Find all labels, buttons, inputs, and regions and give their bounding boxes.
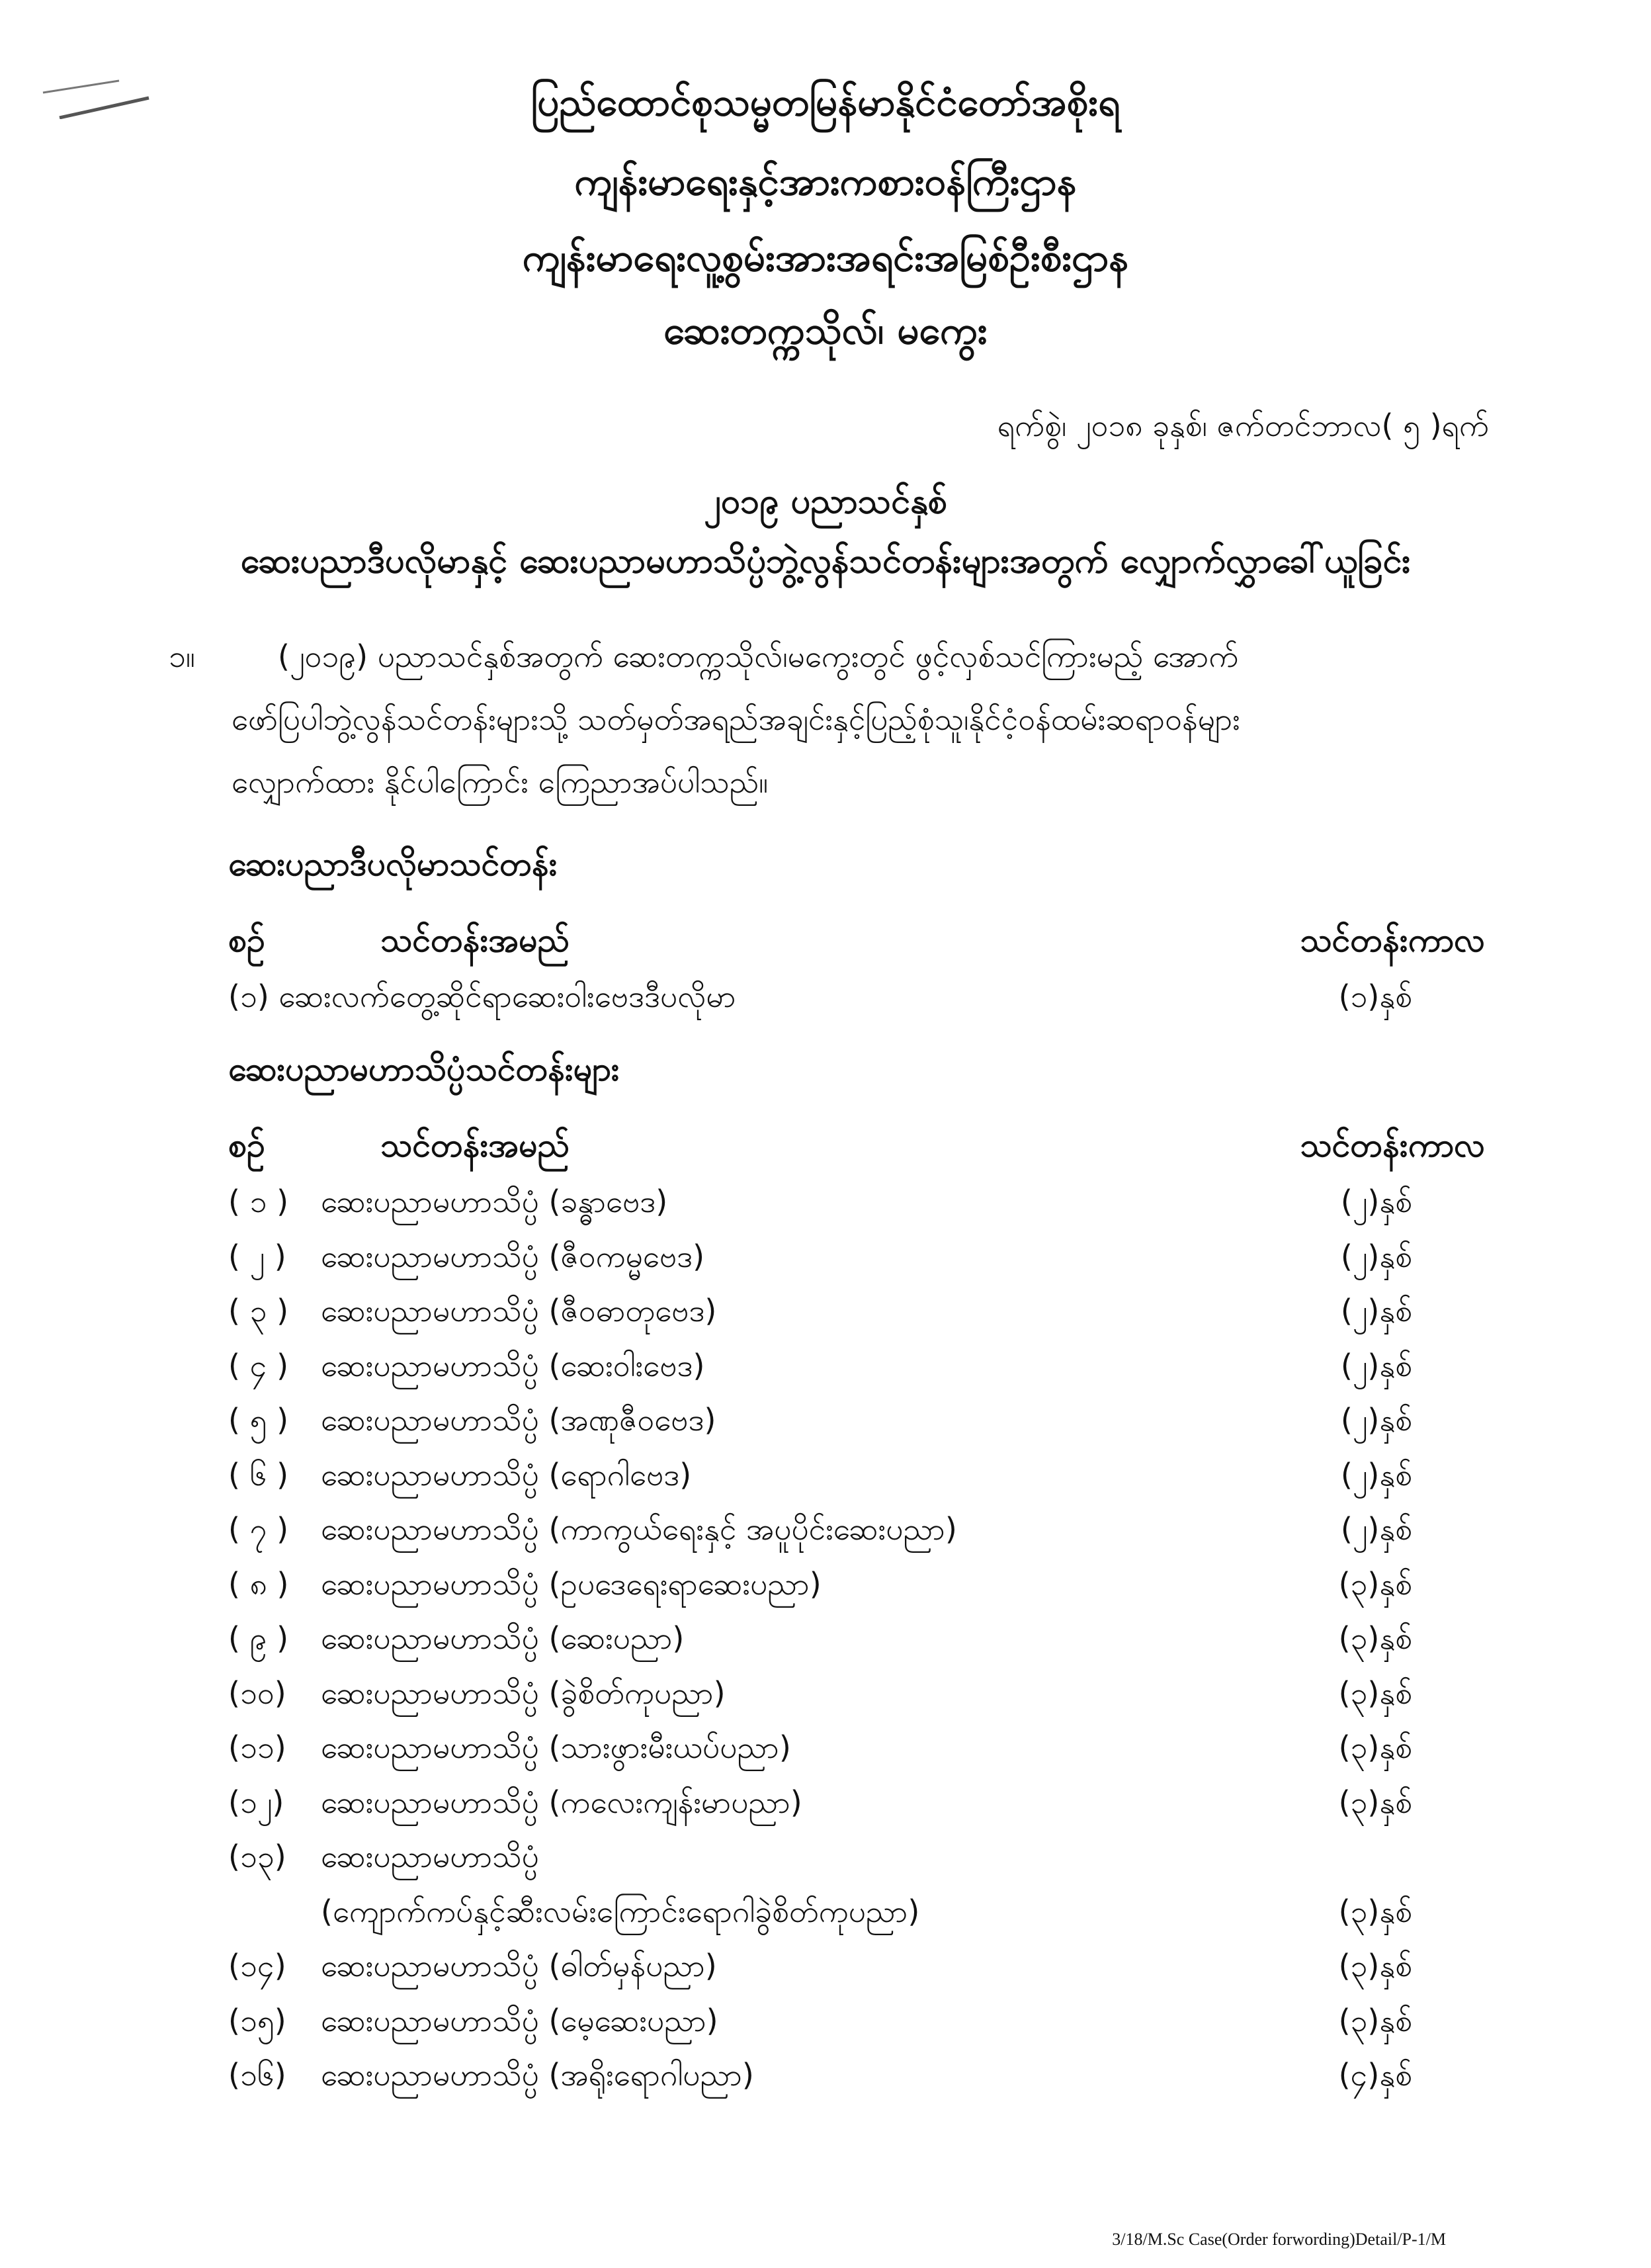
row-number: (၁၄): [228, 1948, 286, 1984]
course-duration: (၂)နှစ်: [1340, 1293, 1412, 1329]
table-row: [228, 1565, 1412, 1612]
course-name: ဆေးပညာမဟာသိပ္ပံ (သားဖွားမီးယပ်ပညာ): [321, 1729, 791, 1765]
table-row: [228, 1893, 1412, 1939]
course-duration: (၃)နှစ်: [1338, 1729, 1412, 1765]
course-name: ဆေးပညာမဟာသိပ္ပံ (ကလေးကျန်းမာပညာ): [321, 1784, 802, 1820]
table-row: [228, 1947, 1412, 1993]
table-row: [228, 1183, 1412, 1229]
document-subject: ဆေးပညာဒီပလိုမာနှင့် ဆေးပညာမဟာသိပ္ပံဘွဲ့လွန်သင်တန်းများအတွက် လျှောက်လွှာခေါ်ယူခြင်း: [240, 541, 1411, 581]
column-header-duration: သင်တန်းကာလ: [1300, 921, 1485, 959]
table-row: [228, 2002, 1412, 2048]
course-name: ဆေးပညာမဟာသိပ္ပံ (ဆေးပညာ): [321, 1620, 685, 1656]
master-section-title: ဆေးပညာမဟာသိပ္ပံသင်တန်းများ: [228, 1050, 620, 1088]
table-row: [228, 1729, 1412, 1775]
course-duration: (၃)နှစ်: [1338, 1948, 1412, 1984]
row-number: (၁၂): [228, 1784, 284, 1820]
course-duration: (၃)နှစ်: [1338, 1784, 1412, 1820]
column-header-no: စဉ်: [228, 921, 265, 959]
table-row: [228, 1238, 1412, 1284]
table-row: [228, 1292, 1412, 1338]
column-header-no: စဉ်: [228, 1126, 265, 1164]
row-number: ( ၄ ): [228, 1347, 289, 1383]
course-duration: (၃)နှစ်: [1338, 1675, 1412, 1711]
course-name: ဆေးပညာမဟာသိပ္ပံ (ခွဲစိတ်ကုပညာ): [321, 1675, 726, 1711]
academic-year: ၂၀၁၉ ပညာသင်နှစ်: [704, 482, 947, 521]
course-duration: (၂)နှစ်: [1340, 1347, 1412, 1383]
paragraph-line: လျှောက်ထား နိုင်ပါကြောင်း ကြေညာအပ်ပါသည်။: [232, 764, 769, 800]
header-government: ပြည်ထောင်စုသမ္မတမြန်မာနိုင်ငံတော်အစိုးရ: [530, 79, 1121, 124]
course-name: ဆေးပညာမဟာသိပ္ပံ (မေ့ဆေးပညာ): [321, 2002, 718, 2038]
course-name: ဆေးပညာမဟာသိပ္ပံ (ခန္ဓာဗေဒ): [321, 1184, 668, 1219]
course-duration: (၂)နှစ်: [1340, 1511, 1412, 1547]
course-name: ဆေးပညာမဟာသိပ္ပံ (အရိုးရောဂါပညာ): [321, 2057, 754, 2093]
table-row: [228, 1620, 1412, 1666]
row-number: (၁၁): [228, 1729, 286, 1765]
row-number: ( ၅ ): [228, 1402, 289, 1438]
document-date: ရက်စွဲ၊ ၂၀၁၈ ခုနှစ်၊ ဇက်တင်ဘာလ( ၅ )ရက်: [997, 408, 1489, 443]
row-number: (၁၅): [228, 2002, 286, 2038]
row-number: ( ၃ ): [228, 1293, 289, 1329]
row-number: ( ၈ ): [228, 1565, 289, 1602]
course-name: (ကျောက်ကပ်နှင့်ဆီးလမ်းကြောင်းရောဂါခွဲစိတ်ကုပညာ): [321, 1893, 920, 1929]
paragraph-line: (၂၀၁၉) ပညာသင်နှစ်အတွက် ဆေးတက္ကသိုလ်၊မကွေးတွင် ဖွင့်လှစ်သင်ကြားမည့် အောက်: [278, 638, 1239, 674]
column-header-duration: သင်တန်းကာလ: [1300, 1126, 1485, 1164]
table-row: [228, 1456, 1412, 1503]
course-duration: (၃)နှစ်: [1338, 1620, 1412, 1656]
course-name: ဆေးပညာမဟာသိပ္ပံ (ကာကွယ်ရေးနှင့် အပူပိုင်းဆေးပညာ): [321, 1511, 957, 1547]
course-name: ဆေးပညာမဟာသိပ္ပံ (ဥပဒေရေးရာဆေးပညာ): [321, 1565, 822, 1602]
header-department: ကျန်းမာရေးလူ့စွမ်းအားအရင်းအမြစ်ဦးစီးဌာန: [522, 235, 1129, 280]
document-reference: 3/18/M.Sc Case(Order forwording)Detail/P-1/M: [1112, 2230, 1446, 2249]
course-duration: (၃)နှစ်: [1338, 1565, 1412, 1602]
course-duration: (၂)နှစ်: [1340, 1456, 1412, 1493]
course-name: ဆေးပညာမဟာသိပ္ပံ (ရောဂါဗေဒ): [321, 1456, 692, 1493]
table-row: [228, 1675, 1412, 1721]
course-duration: (၄)နှစ်: [1338, 2057, 1412, 2093]
course-name: ဆေးပညာမဟာသိပ္ပံ (ဇီဝဓာတုဗေဒ): [321, 1293, 717, 1329]
paragraph-line: ဖော်ပြပါဘွဲ့လွန်သင်တန်းများသို့ သတ်မှတ်အရည်အချင်းနှင့်ပြည့်စုံသူ၊နိုင်ငံ့ဝန်ထမ်းဆရာဝန်များ: [232, 701, 1240, 737]
course-duration: (၂)နှစ်: [1340, 1184, 1412, 1219]
row-number: ( ၂ ): [228, 1238, 286, 1274]
row-number: ( ၇ ): [228, 1511, 289, 1547]
row-number: (၁၃): [228, 1839, 286, 1874]
column-header-name: သင်တန်းအမည်: [380, 921, 570, 959]
course-name: ဆေးပညာမဟာသိပ္ပံ (ဆေးဝါးဗေဒ): [321, 1347, 705, 1383]
course-duration: (၁)နှစ်: [1338, 979, 1412, 1014]
course-duration: (၂)နှစ်: [1340, 1402, 1412, 1438]
paragraph-number: ၁။: [169, 638, 195, 674]
course-duration: (၃)နှစ်: [1338, 1893, 1412, 1929]
course-name: ဆေးပညာမဟာသိပ္ပံ (အဏုဇီဝဗေဒ): [321, 1402, 716, 1438]
table-row: [228, 2056, 1412, 2103]
course-duration: (၂)နှစ်: [1340, 1238, 1412, 1274]
header-ministry: ကျန်းမာရေးနှင့်အားကစားဝန်ကြီးဌာန: [574, 159, 1077, 204]
table-row: [228, 1784, 1412, 1830]
course-duration: (၃)နှစ်: [1338, 2002, 1412, 2038]
table-row: [228, 1510, 1412, 1557]
course-name: ဆေးပညာမဟာသိပ္ပံ (ဇီဝကမ္မဗေဒ): [321, 1238, 705, 1274]
row-number: ( ၆ ): [228, 1456, 289, 1493]
row-number: (၁၀): [228, 1675, 286, 1711]
diploma-section-title: ဆေးပညာဒီပလိုမာသင်တန်း: [228, 845, 558, 883]
table-row: [228, 978, 1412, 1024]
course-name: ဆေးပညာမဟာသိပ္ပံ (ဓါတ်မှန်ပညာ): [321, 1948, 717, 1984]
row-number: (၁၆): [228, 2057, 286, 2093]
row-number: ( ၉ ): [228, 1620, 289, 1656]
row-number: ( ၁ ): [228, 1184, 289, 1219]
course-name: (၁) ဆေးလက်တွေ့ဆိုင်ရာဆေးဝါးဗေဒဒီပလိုမာ: [228, 979, 736, 1014]
table-row: [228, 1401, 1412, 1448]
course-name: ဆေးပညာမဟာသိပ္ပံ: [321, 1839, 539, 1874]
header-university: ဆေးတက္ကသိုလ်၊ မကွေး: [663, 308, 988, 353]
table-row: [228, 1838, 1412, 1884]
table-row: [228, 1347, 1412, 1393]
column-header-name: သင်တန်းအမည်: [380, 1126, 570, 1164]
